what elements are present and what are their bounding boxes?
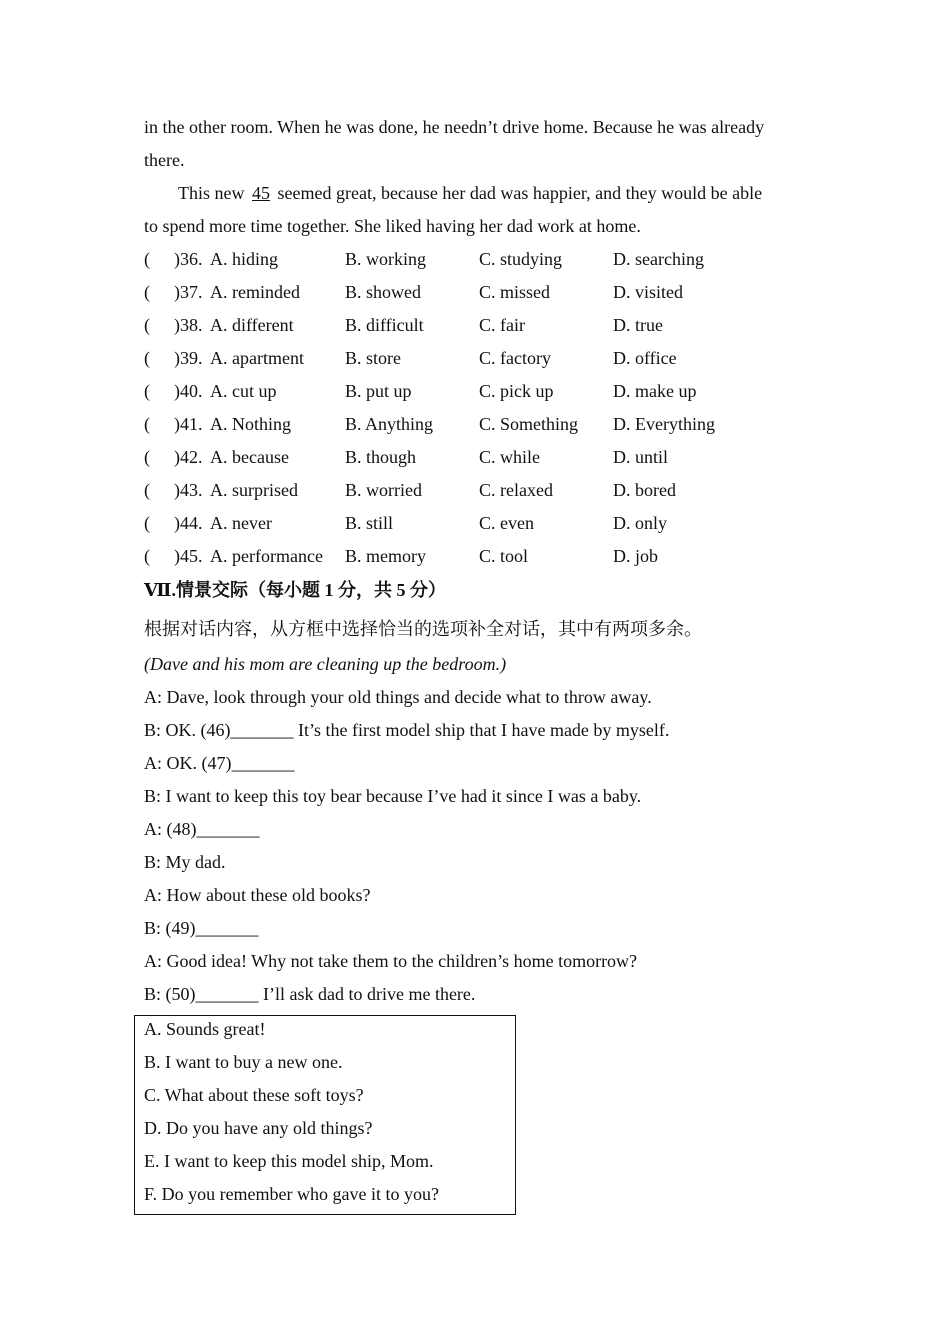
passage-line-3-post: seemed great, because her dad was happier, and they would be able	[273, 183, 763, 203]
section-title: Ⅶ.情景交际（每小题 1 分，共 5 分）	[144, 580, 446, 600]
option-a: A. performance	[210, 546, 323, 566]
option-a: A. reminded	[210, 282, 300, 302]
choice-c: C. What about these soft toys?	[144, 1085, 364, 1105]
answer-paren: (	[144, 381, 150, 401]
dialogue-line: A: Dave, look through your old things and decide what to throw away.	[144, 687, 652, 707]
option-a: A. because	[210, 447, 289, 467]
option-c: C. factory	[479, 348, 551, 368]
dialogue-line: B: (49)_______	[144, 918, 259, 938]
question-number: )43.	[174, 480, 203, 500]
dialogue-line: A: How about these old books?	[144, 885, 371, 905]
option-b: B. put up	[345, 381, 412, 401]
answer-paren: (	[144, 282, 150, 302]
option-c: C. while	[479, 447, 540, 467]
passage-line-1: in the other room. When he was done, he needn’t drive home. Because he was already	[144, 117, 765, 137]
option-b: B. still	[345, 513, 394, 533]
option-d: D. make up	[613, 381, 697, 401]
question-number: )39.	[174, 348, 203, 368]
choice-e: E. I want to keep this model ship, Mom.	[144, 1151, 434, 1171]
option-d: D. Everything	[613, 414, 715, 434]
answer-paren: (	[144, 546, 150, 566]
option-d: D. only	[613, 513, 667, 533]
option-d: D. office	[613, 348, 677, 368]
question-number: )45.	[174, 546, 203, 566]
passage-line-3	[178, 182, 762, 204]
option-c: C. relaxed	[479, 480, 553, 500]
option-b: B. store	[345, 348, 401, 368]
option-d: D. job	[613, 546, 658, 566]
answer-paren: (	[144, 315, 150, 335]
blank-45: 45	[252, 183, 270, 203]
option-a: A. different	[210, 315, 294, 335]
answer-paren: (	[144, 249, 150, 269]
choice-d: D. Do you have any old things?	[144, 1118, 373, 1138]
answer-paren: (	[144, 513, 150, 533]
option-d: D. searching	[613, 249, 704, 269]
question-row-41	[144, 413, 804, 435]
question-row-37	[144, 281, 804, 303]
question-number: )38.	[174, 315, 203, 335]
section-instruction: 根据对话内容，从方框中选择恰当的选项补全对话，其中有两项多余。	[144, 619, 702, 639]
question-row-40	[144, 380, 804, 402]
option-c: C. studying	[479, 249, 563, 269]
question-row-45	[144, 545, 804, 567]
question-row-38	[144, 314, 804, 336]
passage-line-4: to spend more time together. She liked having her dad work at home.	[144, 216, 641, 236]
choice-a: A. Sounds great!	[144, 1019, 266, 1039]
answer-paren: (	[144, 414, 150, 434]
choice-f: F. Do you remember who gave it to you?	[144, 1184, 439, 1204]
passage-line-3-pre: This new	[178, 183, 249, 203]
option-c: C. fair	[479, 315, 525, 335]
option-d: D. bored	[613, 480, 676, 500]
option-a: A. hiding	[210, 249, 279, 269]
option-d: D. until	[613, 447, 669, 467]
choices-box	[134, 1015, 516, 1215]
question-number: )37.	[174, 282, 203, 302]
question-row-39	[144, 347, 804, 369]
choice-b: B. I want to buy a new one.	[144, 1052, 343, 1072]
option-b: B. Anything	[345, 414, 434, 434]
option-c: C. pick up	[479, 381, 554, 401]
question-row-42	[144, 446, 804, 468]
option-b: B. showed	[345, 282, 421, 302]
question-row-43	[144, 479, 804, 501]
question-number: )42.	[174, 447, 203, 467]
answer-paren: (	[144, 447, 150, 467]
option-b: B. worried	[345, 480, 422, 500]
option-d: D. true	[613, 315, 663, 335]
option-c: C. tool	[479, 546, 529, 566]
dialogue-line: B: (50)_______ I’ll ask dad to drive me there.	[144, 984, 476, 1004]
option-a: A. surprised	[210, 480, 298, 500]
passage-line-2: there.	[144, 150, 185, 170]
option-c: C. missed	[479, 282, 551, 302]
answer-paren: (	[144, 480, 150, 500]
dialogue-line: B: OK. (46)_______ It’s the first model ship that I have made by myself.	[144, 720, 670, 740]
answer-paren: (	[144, 348, 150, 368]
dialogue-line: B: I want to keep this toy bear because I’ve had it since I was a baby.	[144, 786, 642, 806]
option-d: D. visited	[613, 282, 683, 302]
question-number: )41.	[174, 414, 203, 434]
option-b: B. working	[345, 249, 426, 269]
option-c: C. even	[479, 513, 534, 533]
dialogue-line: A: Good idea! Why not take them to the children’s home tomorrow?	[144, 951, 638, 971]
option-b: B. difficult	[345, 315, 424, 335]
question-number: )44.	[174, 513, 203, 533]
question-row-44	[144, 512, 804, 534]
option-b: B. though	[345, 447, 417, 467]
dialogue-scene: (Dave and his mom are cleaning up the bedroom.)	[144, 654, 507, 674]
dialogue-line: B: My dad.	[144, 852, 226, 872]
option-b: B. memory	[345, 546, 426, 566]
option-a: A. never	[210, 513, 272, 533]
option-a: A. Nothing	[210, 414, 291, 434]
dialogue-line: A: (48)_______	[144, 819, 260, 839]
question-row-36	[144, 248, 804, 270]
question-number: )36.	[174, 249, 203, 269]
question-number: )40.	[174, 381, 203, 401]
dialogue-line: A: OK. (47)_______	[144, 753, 295, 773]
option-a: A. cut up	[210, 381, 277, 401]
option-c: C. Something	[479, 414, 579, 434]
option-a: A. apartment	[210, 348, 304, 368]
